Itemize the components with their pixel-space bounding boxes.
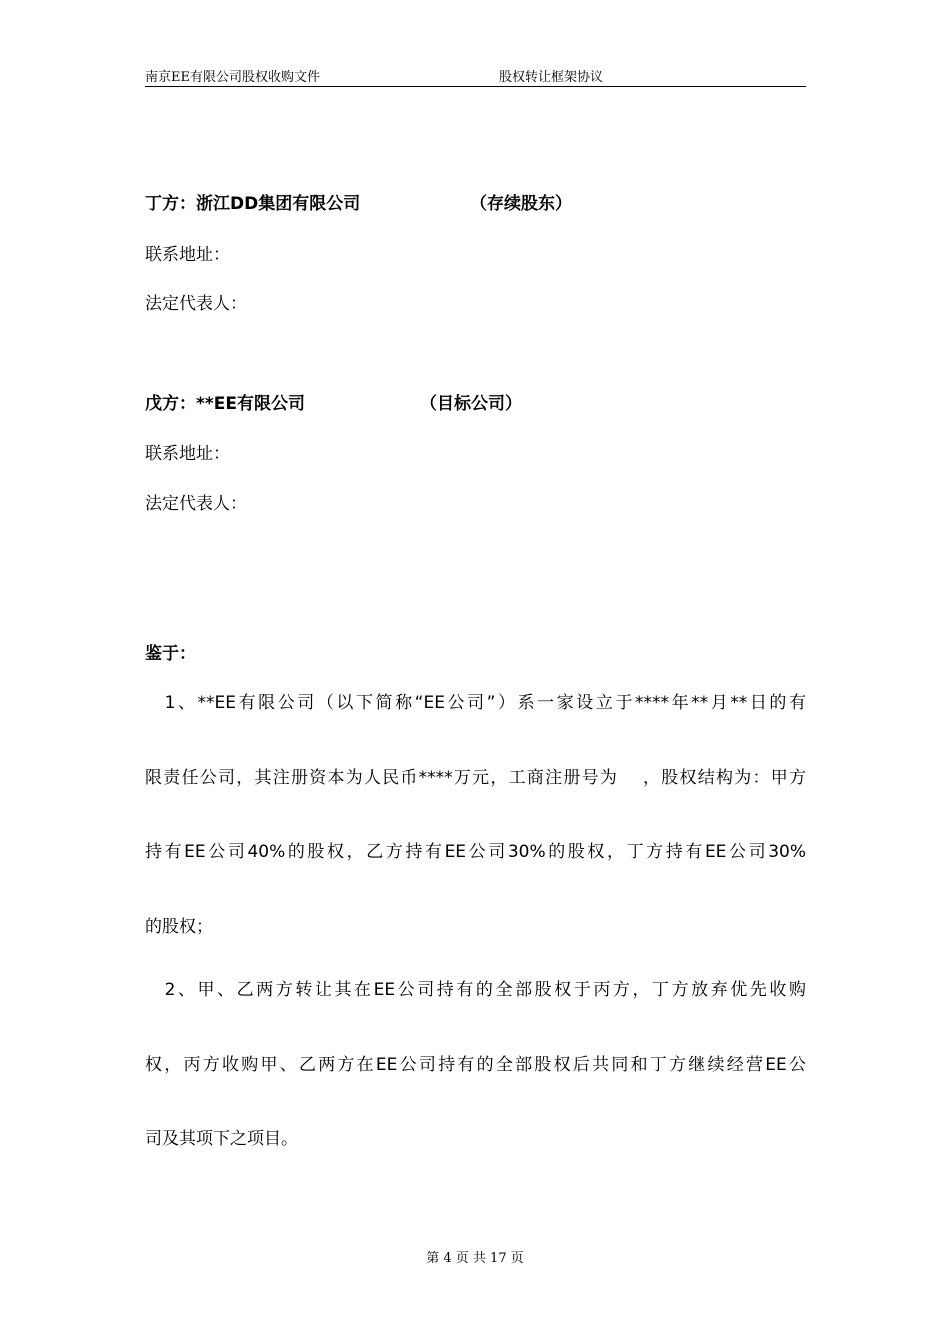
whereas-line: 2、甲、乙两方转让其在EE公司持有的全部股权于丙方，丁方放弃优先收购: [145, 980, 806, 1000]
party-d-title: 丁方：浙江DD集团有限公司: [145, 194, 361, 214]
party-e-title: 戊方：**EE有限公司: [145, 394, 306, 414]
whereas-line: 限责任公司，其注册资本为人民币****万元，工商注册号为 ，股权结构为：甲方: [145, 768, 806, 788]
whereas-line: 持有EE公司40%的股权，乙方持有EE公司30%的股权，丁方持有EE公司30%: [145, 842, 806, 862]
page-header: [145, 66, 806, 87]
whereas-line: 权，丙方收购甲、乙两方在EE公司持有的全部股权后共同和丁方继续经营EE公: [145, 1055, 806, 1075]
page-footer: 第 4 页 共 17 页: [426, 1251, 524, 1266]
whereas-line: 司及其项下之项目。: [145, 1129, 298, 1149]
party-e-rep-label: 法定代表人：: [145, 494, 247, 514]
whereas-heading: 鉴于：: [145, 644, 196, 664]
party-e-role: （目标公司）: [420, 394, 522, 414]
party-d-role: （存续股东）: [470, 194, 572, 214]
header-agreement-title: 股权转让框架协议: [499, 70, 604, 85]
whereas-line: 的股权；: [145, 917, 213, 937]
whereas-line: 1、**EE有限公司（以下简称“EE公司”）系一家设立于****年**月**日的有: [145, 693, 806, 713]
party-d-address-label: 联系地址：: [145, 245, 230, 265]
party-d-rep-label: 法定代表人：: [145, 294, 247, 314]
party-e-address-label: 联系地址：: [145, 444, 230, 464]
header-doc-title: 南京EE有限公司股权收购文件: [145, 70, 320, 85]
